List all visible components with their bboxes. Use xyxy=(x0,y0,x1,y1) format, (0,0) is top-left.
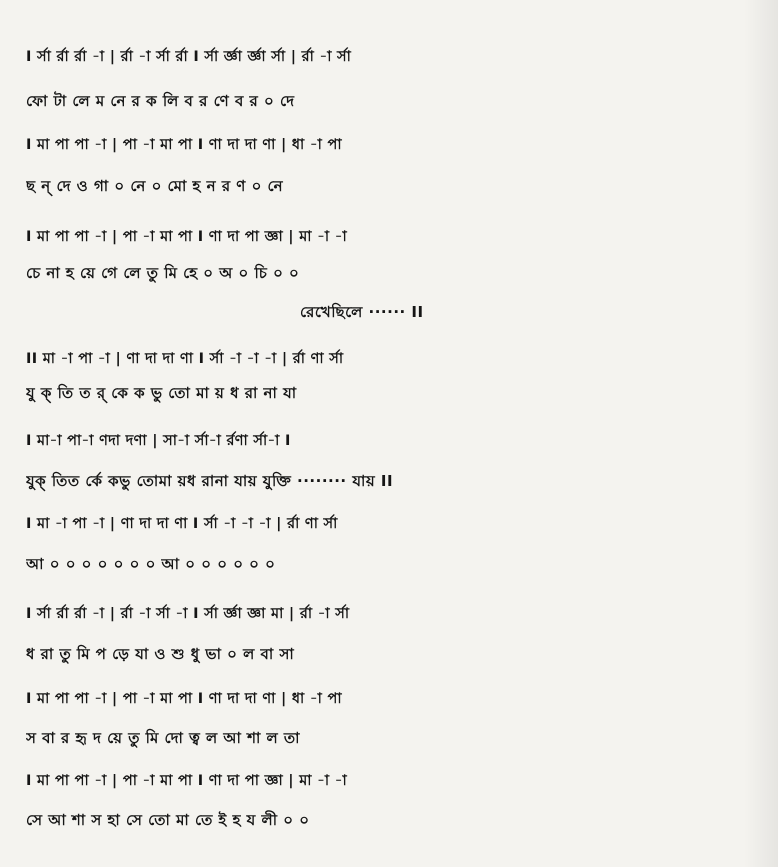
notation-line: I মা পা পা -া | পা -া মা পা I ণা দা দা ণা | ধা -া পা xyxy=(26,137,342,153)
lyric-line: ফো টা লে ম নে র ক লি ব র ণে ব র ০ দে xyxy=(26,92,295,110)
notation-line: I মা পা পা -া | পা -া মা পা I ণা দা পা জ্ঞা | মা -া -া xyxy=(26,773,347,789)
notation-line: II মা -া পা -া | ণা দা দা ণা I র্সা -া -া -া | র্রা ণা র্সা xyxy=(26,351,344,367)
continuation-line: রেখেছিলে ······ II xyxy=(300,303,424,321)
lyric-line: যুক্ তিত র্কে কভু তোমা য়ধ রানা যায় যুক্তি ········ যায় II xyxy=(26,472,394,490)
lyric-line: ছ ন্ দে ও গা ০ নে ০ মো হ ন র ণ ০ নে xyxy=(26,177,284,195)
notation-line: I মা-া পা-া ণদা দণা | সা-া র্সা-া র্রণা র্সা-া I xyxy=(26,433,291,449)
notation-line: I মা -া পা -া | ণা দা দা ণা I র্সা -া -া -া | র্রা ণা র্সা xyxy=(26,516,338,532)
lyric-line: স বা র হৃ দ য়ে তু মি দো ত্ব ল আ শা ল তা xyxy=(26,729,301,747)
notation-line: I মা পা পা -া | পা -া মা পা I ণা দা দা ণা | ধা -া পা xyxy=(26,691,342,707)
lyric-line: চে না হ য়ে গে লে তু মি হে ০ অ ০ চি ০ ০ xyxy=(26,264,300,282)
notation-line: I মা পা পা -া | পা -া মা পা I ণা দা পা জ্ঞা | মা -া -া xyxy=(26,229,347,245)
lyric-line: আ ০ ০ ০ ০ ০ ০ ০ আ ০ ০ ০ ০ ০ ০ xyxy=(26,555,276,573)
lyric-line: যু ক্ তি ত র্ কে ক ভু তো মা য় ধ রা না যা xyxy=(26,384,297,402)
notation-line: I র্সা র্রা র্রা -া | র্রা -া র্সা র্রা I র্সা র্জ্ঞা র্জ্ঞা র্সা | র্রা -া র্সা xyxy=(26,49,352,65)
notation-line: I র্সা র্রা র্রা -া | র্রা -া র্সা -া I র্সা র্জ্ঞা জ্ঞা মা | র্রা -া র্সা xyxy=(26,606,350,622)
lyric-line: ধ রা তু মি প ড়ে যা ও শু ধু ভা ০ ল বা সা xyxy=(26,645,295,663)
lyric-line: সে আ শা স হা সে তো মা তে ই হ য লী ০ ০ xyxy=(26,811,310,829)
